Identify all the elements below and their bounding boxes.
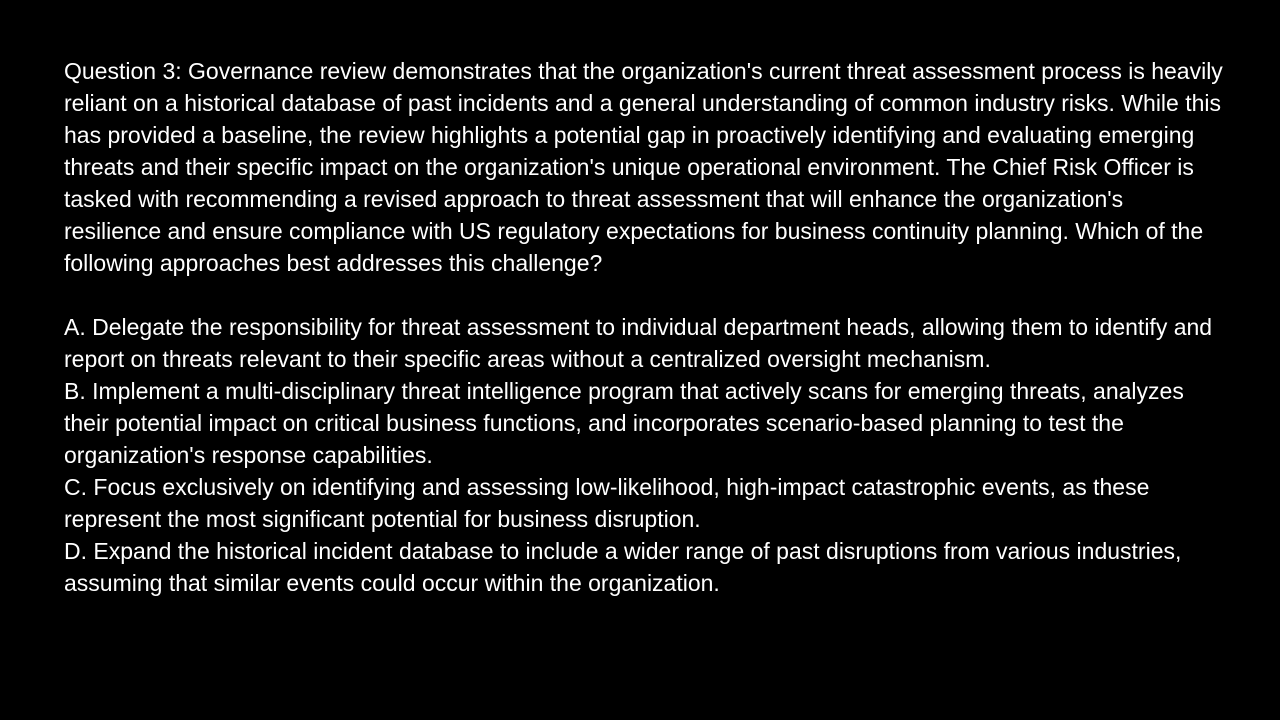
option-b: B. Implement a multi-disciplinary threat intelligence program that actively scans for emerging threats, analyzes their potential impact on critical business functions, and incorporates scenario-based planning to test the organization's response capabilities. [64,378,1184,468]
option-c: C. Focus exclusively on identifying and assessing low-likelihood, high-impact catastrophic events, as these represent the most significant potential for business disruption. [64,474,1150,532]
option-a: A. Delegate the responsibility for threat assessment to individual department heads, allowing them to identify and report on threats relevant to their specific areas without a centralized oversight mechanism. [64,314,1213,372]
option-d: D. Expand the historical incident database to include a wider range of past disruptions from various industries, assuming that similar events could occur within the organization. [64,538,1182,596]
answer-options [64,311,1224,599]
spacer [64,279,1224,311]
question-text: Question 3: Governance review demonstrates that the organization's current threat assessment process is heavily reliant on a historical database of past incidents and a general understanding of common industry risks. While this has provided a baseline, the review highlights a potential gap in proactively identifying and evaluating emerging threats and their specific impact on the organization's unique operational environment. The Chief Risk Officer is tasked with recommending a revised approach to threat assessment that will enhance the organization's resilience and ensure compliance with US regulatory expectations for business continuity planning. Which of the following approaches best addresses this challenge? [64,58,1223,276]
question-block [64,55,1224,599]
